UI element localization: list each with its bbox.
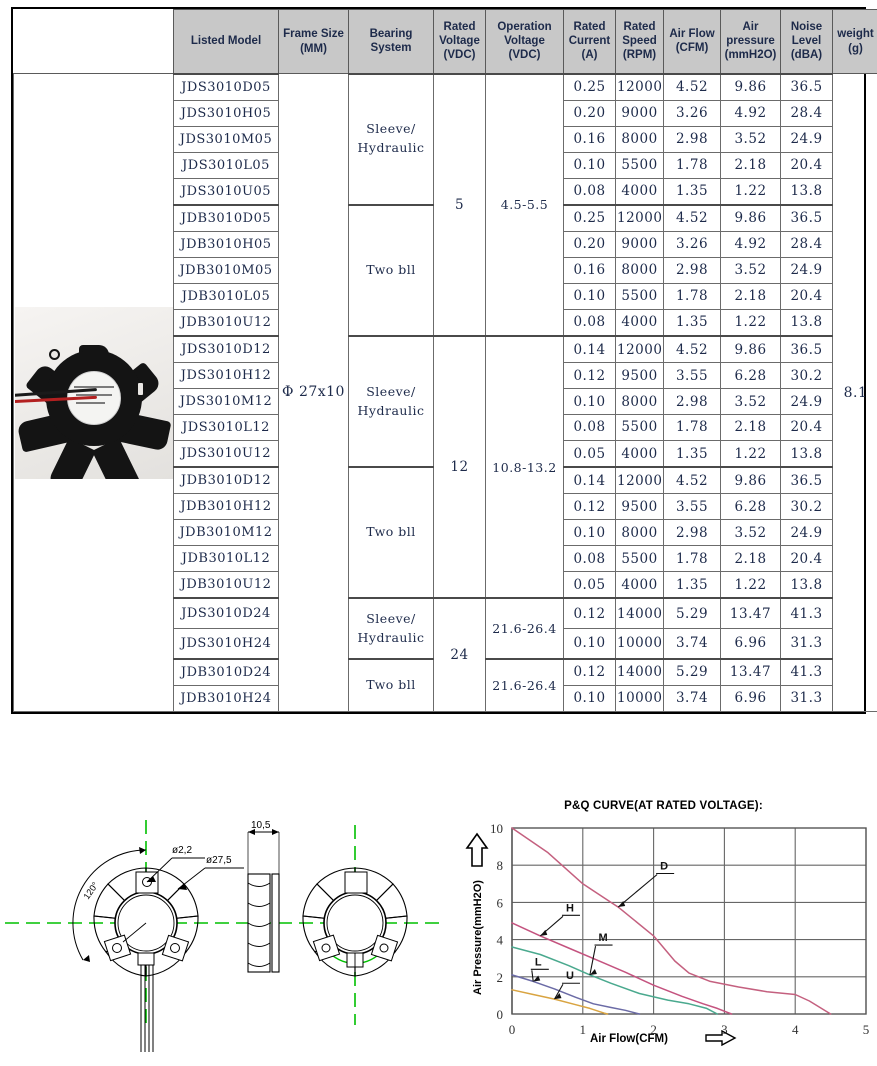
- cell-air-pressure: 9.86: [721, 74, 781, 101]
- cell-model: JDB3010D05: [174, 205, 279, 232]
- cell-rated-current: 0.20: [564, 231, 616, 257]
- cell-air-pressure: 4.92: [721, 231, 781, 257]
- product-image-cell: [14, 74, 174, 712]
- cell-air-flow: 4.52: [664, 74, 721, 101]
- header-noise-level: Noise Level (dBA): [781, 10, 833, 74]
- x-tick-label: 2: [650, 1022, 657, 1037]
- curve-M: [512, 947, 717, 1014]
- mounting-hole-left-rear: [322, 944, 330, 952]
- cell-noise-level: 24.9: [781, 126, 833, 152]
- cell-rated-voltage: 12: [434, 336, 486, 598]
- x-tick-label: 4: [792, 1022, 799, 1037]
- cell-noise-level: 20.4: [781, 152, 833, 178]
- annotation-U: [554, 970, 579, 999]
- cell-rated-speed: 8000: [616, 126, 664, 152]
- cell-noise-level: 13.8: [781, 309, 833, 336]
- cell-operation-voltage: 4.5-5.5: [486, 74, 564, 336]
- cell-frame-size: Φ 27x10: [279, 74, 349, 712]
- cell-air-flow: 1.35: [664, 309, 721, 336]
- cell-model: JDS3010D05: [174, 74, 279, 101]
- header-bearing-system: Bearing System: [349, 10, 434, 74]
- cell-air-pressure: 2.18: [721, 152, 781, 178]
- cell-rated-current: 0.12: [564, 659, 616, 686]
- bearing-line1: Sleeve/: [350, 610, 432, 629]
- cell-air-pressure: 2.18: [721, 415, 781, 441]
- specification-table: [13, 9, 877, 712]
- chart-title: P&Q CURVE(AT RATED VOLTAGE):: [450, 800, 877, 812]
- cell-model: JDB3010U12: [174, 572, 279, 599]
- side-plate: [272, 874, 279, 972]
- x-tick-label: 3: [721, 1022, 728, 1037]
- cell-rated-current: 0.10: [564, 389, 616, 415]
- fan-mount-hole-left: [49, 349, 60, 360]
- annotation-L: [531, 956, 549, 981]
- cell-noise-level: 41.3: [781, 659, 833, 686]
- x-tick-label: 5: [863, 1022, 870, 1037]
- cell-rated-current: 0.08: [564, 178, 616, 205]
- cell-bearing-system: Two bll: [349, 205, 434, 336]
- cell-air-flow: 5.29: [664, 598, 721, 628]
- cell-air-pressure: 6.96: [721, 629, 781, 659]
- angle-dimension-text: 120°: [81, 880, 100, 901]
- cell-rated-current: 0.16: [564, 257, 616, 283]
- cell-noise-level: 36.5: [781, 74, 833, 101]
- cell-rated-current: 0.10: [564, 283, 616, 309]
- cell-bearing-system: Two bll: [349, 467, 434, 598]
- annotation-M: [590, 932, 613, 975]
- cell-air-flow: 1.35: [664, 440, 721, 467]
- cell-rated-voltage: 24: [434, 598, 486, 711]
- cell-noise-level: 24.9: [781, 520, 833, 546]
- curve-label-D: D: [660, 861, 668, 873]
- cell-air-flow: 2.98: [664, 520, 721, 546]
- cell-model: JDB3010L05: [174, 283, 279, 309]
- cell-air-flow: 3.74: [664, 629, 721, 659]
- cell-rated-speed: 12000: [616, 74, 664, 101]
- curve-label-H: H: [566, 902, 574, 914]
- cell-rated-speed: 4000: [616, 440, 664, 467]
- header-listed-model-label: Listed Model: [191, 35, 261, 47]
- curve-label-U: U: [566, 970, 574, 982]
- cell-noise-level: 30.2: [781, 494, 833, 520]
- cell-model: JDB3010H12: [174, 494, 279, 520]
- y-tick-label: 6: [497, 895, 504, 910]
- cell-noise-level: 20.4: [781, 546, 833, 572]
- cell-rated-speed: 9500: [616, 363, 664, 389]
- mechanical-drawing-svg: [0, 790, 450, 1061]
- table-header-row: [14, 10, 877, 74]
- cell-air-flow: 4.52: [664, 336, 721, 363]
- cell-weight: 8.1: [833, 74, 877, 712]
- cell-air-pressure: 6.28: [721, 494, 781, 520]
- curve-U: [512, 990, 608, 1014]
- pq-curve-chart: [450, 790, 877, 1061]
- cell-bearing-system: [349, 598, 434, 658]
- cell-air-pressure: 3.52: [721, 257, 781, 283]
- cell-air-pressure: 1.22: [721, 309, 781, 336]
- chart-x-axis-label: Air Flow(CFM): [590, 1033, 668, 1045]
- cell-rated-speed: 9000: [616, 231, 664, 257]
- cell-noise-level: 20.4: [781, 415, 833, 441]
- cell-noise-level: 24.9: [781, 257, 833, 283]
- cell-operation-voltage: 21.6-26.4: [486, 598, 564, 658]
- thickness-arrow-right: [272, 829, 279, 835]
- cell-air-pressure: 3.52: [721, 389, 781, 415]
- cell-noise-level: 41.3: [781, 598, 833, 628]
- angle-arrow-top: [139, 847, 146, 854]
- table-row: [14, 74, 877, 101]
- cell-operation-voltage: 10.8-13.2: [486, 336, 564, 598]
- chart-y-axis-label: Air Pressure(mmH2O): [472, 880, 484, 995]
- hole-diameter-text: ø2,2: [172, 845, 192, 856]
- pq-curve-panel: [450, 790, 877, 1061]
- header-rated-current: Rated Current (A): [564, 10, 616, 74]
- cell-air-flow: 5.29: [664, 659, 721, 686]
- cell-rated-speed: 9000: [616, 100, 664, 126]
- mounting-hole-left: [113, 944, 122, 953]
- cell-rated-current: 0.12: [564, 494, 616, 520]
- cell-model: JDB3010H24: [174, 685, 279, 711]
- y-tick-label: 2: [497, 970, 504, 985]
- product-photo: [15, 307, 173, 479]
- plot-area-border: [512, 828, 866, 1014]
- cell-noise-level: 13.8: [781, 572, 833, 599]
- curve-H: [512, 923, 732, 1014]
- cell-model: JDS3010H24: [174, 629, 279, 659]
- cell-model: JDS3010L12: [174, 415, 279, 441]
- header-listed-model: [174, 10, 279, 74]
- mounting-hole-right: [171, 944, 180, 953]
- cell-air-flow: 2.98: [664, 389, 721, 415]
- cell-rated-current: 0.25: [564, 74, 616, 101]
- cell-rated-current: 0.12: [564, 363, 616, 389]
- cell-air-pressure: 2.18: [721, 283, 781, 309]
- cell-air-flow: 1.35: [664, 178, 721, 205]
- cell-noise-level: 36.5: [781, 336, 833, 363]
- bearing-line2: Hydraulic: [350, 402, 432, 421]
- cell-bearing-system: [349, 74, 434, 205]
- y-tick-label: 8: [497, 858, 504, 873]
- cell-model: JDS3010H12: [174, 363, 279, 389]
- cell-rated-current: 0.08: [564, 546, 616, 572]
- table-header: [14, 10, 877, 74]
- cell-rated-current: 0.10: [564, 520, 616, 546]
- cell-air-pressure: 1.22: [721, 178, 781, 205]
- bearing-line2: Hydraulic: [350, 629, 432, 648]
- cell-rated-current: 0.10: [564, 629, 616, 659]
- cell-noise-level: 28.4: [781, 231, 833, 257]
- specification-table-container: [11, 7, 866, 714]
- bearing-line1: Sleeve/: [350, 383, 432, 402]
- cell-model: JDS3010M05: [174, 126, 279, 152]
- cell-model: JDB3010M12: [174, 520, 279, 546]
- cell-rated-current: 0.12: [564, 598, 616, 628]
- cell-air-pressure: 4.92: [721, 100, 781, 126]
- cell-rated-current: 0.05: [564, 572, 616, 599]
- cell-air-pressure: 6.28: [721, 363, 781, 389]
- mounting-hole-right-rear: [380, 944, 388, 952]
- cell-noise-level: 24.9: [781, 389, 833, 415]
- bearing-line2: Hydraulic: [350, 139, 432, 158]
- cell-rated-current: 0.16: [564, 126, 616, 152]
- cell-model: JDS3010M12: [174, 389, 279, 415]
- cell-rated-current: 0.10: [564, 685, 616, 711]
- cell-noise-level: 31.3: [781, 629, 833, 659]
- thickness-text: 10,5: [251, 820, 271, 831]
- side-view: [248, 820, 279, 972]
- rear-view: [303, 825, 407, 1025]
- cell-air-pressure: 3.52: [721, 126, 781, 152]
- cell-rated-speed: 8000: [616, 520, 664, 546]
- cell-air-pressure: 6.96: [721, 685, 781, 711]
- cell-noise-level: 36.5: [781, 205, 833, 232]
- header-rated-speed: Rated Speed (RPM): [616, 10, 664, 74]
- header-frame-size: Frame Size (MM): [279, 10, 349, 74]
- outer-diameter-text: ø27,5: [206, 855, 232, 866]
- cell-rated-current: 0.08: [564, 309, 616, 336]
- angle-arrow-bottom: [83, 955, 90, 962]
- header-air-pressure: Air pressure (mmH2O): [721, 10, 781, 74]
- cell-model: JDS3010H05: [174, 100, 279, 126]
- cell-rated-speed: 5500: [616, 152, 664, 178]
- cell-air-flow: 1.78: [664, 415, 721, 441]
- cell-bearing-system: Two bll: [349, 659, 434, 712]
- y-tick-label: 0: [497, 1007, 504, 1022]
- cell-air-flow: 3.55: [664, 363, 721, 389]
- table-body: [14, 74, 877, 712]
- cell-rated-speed: 4000: [616, 572, 664, 599]
- curve-label-M: M: [599, 932, 608, 944]
- cell-air-flow: 1.78: [664, 283, 721, 309]
- cell-model: JDB3010L12: [174, 546, 279, 572]
- header-operation-voltage: Operation Voltage (VDC): [486, 10, 564, 74]
- cell-operation-voltage: 21.6-26.4: [486, 659, 564, 712]
- cell-noise-level: 13.8: [781, 440, 833, 467]
- cell-air-flow: 2.98: [664, 126, 721, 152]
- cell-rated-speed: 9500: [616, 494, 664, 520]
- cell-rated-speed: 5500: [616, 283, 664, 309]
- cell-rated-current: 0.08: [564, 415, 616, 441]
- cell-rated-current: 0.20: [564, 100, 616, 126]
- curve-label-L: L: [535, 956, 542, 968]
- cell-air-pressure: 13.47: [721, 598, 781, 628]
- cell-air-pressure: 9.86: [721, 467, 781, 494]
- x-tick-label: 1: [580, 1022, 587, 1037]
- cell-air-flow: 1.78: [664, 152, 721, 178]
- cell-air-flow: 3.26: [664, 100, 721, 126]
- cell-rated-speed: 4000: [616, 178, 664, 205]
- cell-model: JDS3010U05: [174, 178, 279, 205]
- side-body: [248, 874, 270, 972]
- y-tick-label: 10: [490, 821, 503, 836]
- cell-rated-speed: 12000: [616, 205, 664, 232]
- cell-air-pressure: 9.86: [721, 336, 781, 363]
- cell-bearing-system: [349, 336, 434, 467]
- cell-rated-speed: 12000: [616, 336, 664, 363]
- cell-model: JDB3010D24: [174, 659, 279, 686]
- cell-air-pressure: 3.52: [721, 520, 781, 546]
- fan-mount-hole-right: [136, 381, 145, 397]
- mechanical-drawing-panel: [0, 790, 450, 1061]
- cell-model: JDB3010M05: [174, 257, 279, 283]
- cell-noise-level: 31.3: [781, 685, 833, 711]
- front-view: [73, 820, 244, 1052]
- cell-noise-level: 20.4: [781, 283, 833, 309]
- cell-air-pressure: 1.22: [721, 572, 781, 599]
- cell-model: JDB3010U12: [174, 309, 279, 336]
- cell-model: JDB3010D12: [174, 467, 279, 494]
- cell-air-flow: 3.74: [664, 685, 721, 711]
- cell-rated-speed: 8000: [616, 257, 664, 283]
- cell-rated-voltage: 5: [434, 74, 486, 336]
- cell-noise-level: 36.5: [781, 467, 833, 494]
- cell-model: JDB3010H05: [174, 231, 279, 257]
- cell-rated-speed: 10000: [616, 629, 664, 659]
- cell-rated-speed: 5500: [616, 546, 664, 572]
- cell-air-pressure: 2.18: [721, 546, 781, 572]
- cell-air-pressure: 13.47: [721, 659, 781, 686]
- cell-noise-level: 13.8: [781, 178, 833, 205]
- cell-rated-speed: 4000: [616, 309, 664, 336]
- y-tick-label: 4: [497, 933, 504, 948]
- cell-rated-current: 0.10: [564, 152, 616, 178]
- cell-air-flow: 3.26: [664, 231, 721, 257]
- cell-air-flow: 4.52: [664, 467, 721, 494]
- header-product-image: [14, 10, 174, 74]
- x-tick-label: 0: [509, 1022, 516, 1037]
- cell-model: JDS3010D24: [174, 598, 279, 628]
- curve-D: [512, 828, 831, 1014]
- cell-air-flow: 1.35: [664, 572, 721, 599]
- cell-rated-speed: 14000: [616, 598, 664, 628]
- cell-air-flow: 3.55: [664, 494, 721, 520]
- outer-dim-leader: [178, 868, 205, 889]
- cell-rated-speed: 12000: [616, 467, 664, 494]
- annotation-D: [618, 861, 674, 908]
- cell-rated-speed: 10000: [616, 685, 664, 711]
- cell-air-pressure: 9.86: [721, 205, 781, 232]
- cell-rated-current: 0.14: [564, 336, 616, 363]
- bearing-line1: Sleeve/: [350, 120, 432, 139]
- cell-rated-current: 0.14: [564, 467, 616, 494]
- cell-model: JDS3010L05: [174, 152, 279, 178]
- cell-model: JDS3010U12: [174, 440, 279, 467]
- cell-rated-speed: 8000: [616, 389, 664, 415]
- cell-rated-speed: 14000: [616, 659, 664, 686]
- cell-air-flow: 2.98: [664, 257, 721, 283]
- cell-rated-current: 0.25: [564, 205, 616, 232]
- cell-rated-current: 0.05: [564, 440, 616, 467]
- cell-air-flow: 1.78: [664, 546, 721, 572]
- cell-rated-speed: 5500: [616, 415, 664, 441]
- header-weight: weight (g): [833, 10, 877, 74]
- cell-noise-level: 30.2: [781, 363, 833, 389]
- cell-air-pressure: 1.22: [721, 440, 781, 467]
- annotation-H: [540, 902, 580, 936]
- cell-model: JDS3010D12: [174, 336, 279, 363]
- cell-air-flow: 4.52: [664, 205, 721, 232]
- cell-noise-level: 28.4: [781, 100, 833, 126]
- header-air-flow: Air Flow (CFM): [664, 10, 721, 74]
- header-rated-voltage: Rated Voltage (VDC): [434, 10, 486, 74]
